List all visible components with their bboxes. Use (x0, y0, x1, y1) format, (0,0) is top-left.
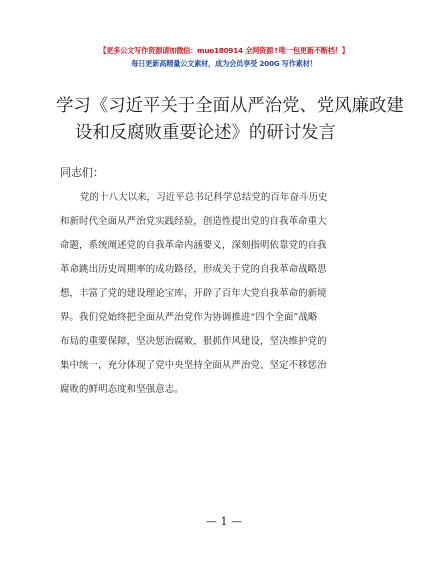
paragraph-line: 集中统一，充分体现了党中央坚持全面从严治党、坚定不移惩治 (60, 360, 327, 371)
paragraph-line: 腐败的鲜明态度和坚强意志。 (60, 384, 184, 395)
paragraph-line: 命题，系统阐述党的自我革命内涵要义，深刻指明依靠党的自我 (60, 240, 327, 251)
paragraph-line: 布局的重要保障，坚决惩治腐败，狠抓作风建设，坚决维护党的 (60, 336, 327, 347)
promo-banner-line-2: 每日更新高精量公文素材，成为会员享受 200G 写作素材！ (131, 59, 317, 68)
paragraph-line: 界。我们党始终把全面从严治党作为协调推进“四个全面”战略 (60, 312, 318, 323)
document-title-line-1: 学习《习近平关于全面从严治党、党风廉政建 (56, 96, 404, 116)
document-title-line-2: 设和反腐败重要论述》的研讨发言 (75, 123, 336, 143)
promo-banner-line-1: 【更多公文写作资源请加微信：muo180914 全网资源↑唯一包更新不断档！】 (99, 46, 349, 55)
paragraph-line: 和新时代全面从严治党实践经验，创造性提出党的自我革命重大 (60, 216, 327, 227)
paragraph-line: 革命跳出历史周期率的成功路径，形成关于党的自我革命战略思 (60, 264, 327, 275)
paragraph-line: 想，丰富了党的建设理论宝库，开辟了百年大党自我革命的新境 (60, 288, 327, 299)
page-number: — 1 — (206, 515, 242, 528)
salutation: 同志们： (60, 166, 104, 179)
paragraph-line: 党的十八大以来，习近平总书记科学总结党的百年奋斗历史 (80, 192, 328, 203)
